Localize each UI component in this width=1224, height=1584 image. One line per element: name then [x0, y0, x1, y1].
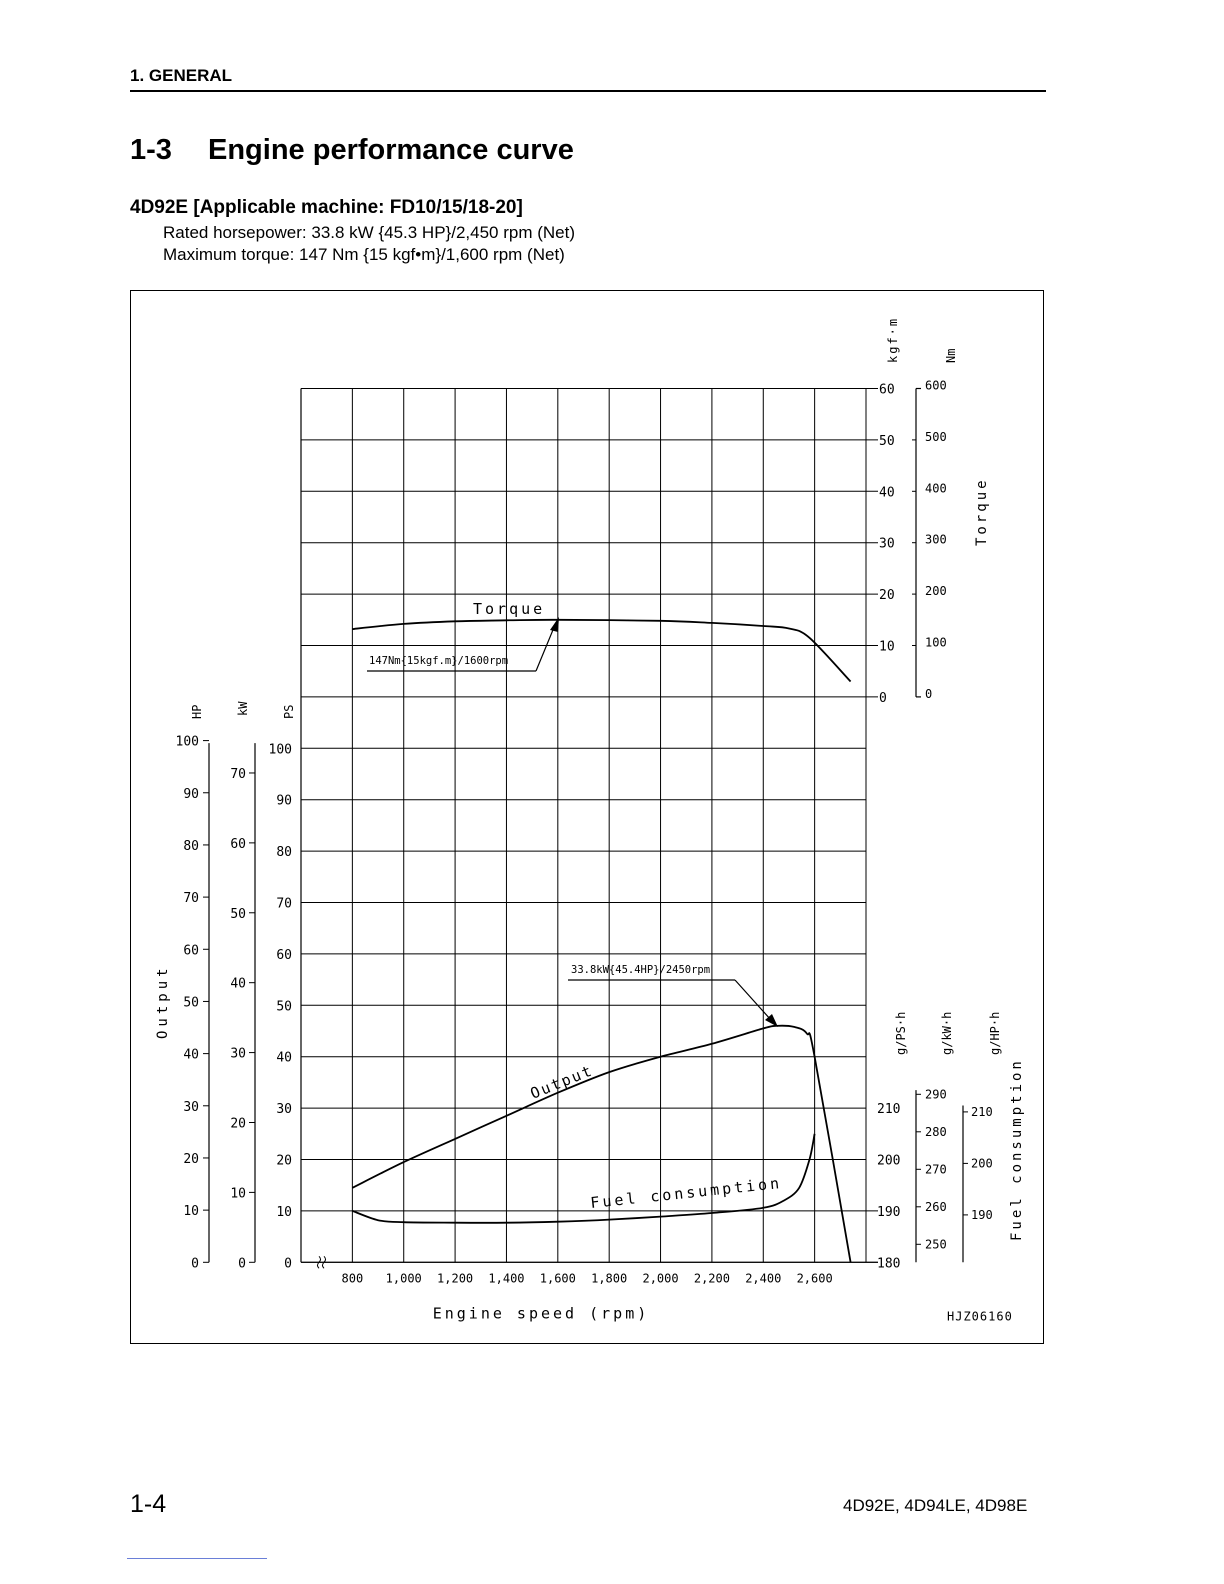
torque-axis-title: Torque: [974, 477, 990, 546]
page-title: [130, 134, 574, 167]
output-ps-tick-label: 70: [276, 896, 292, 912]
torque-nm-unit-label: Nm: [944, 348, 958, 363]
x-axis-title: Engine speed (rpm): [432, 1304, 650, 1323]
output-axis-title: Output: [155, 964, 171, 1039]
section-header: 1. GENERAL: [130, 66, 233, 85]
x-tick-label: 800: [341, 1271, 364, 1286]
chart-series: [352, 617, 850, 1262]
title-text: Engine performance curve: [208, 134, 574, 166]
fuel-gkwh-tick-label: 280: [925, 1124, 947, 1139]
output-ps-unit-label: PS: [282, 704, 296, 719]
torque-kgfm-tick-label: 20: [879, 588, 895, 604]
torque-kgfm-tick-label: 40: [879, 485, 895, 501]
x-tick-label: 1,600: [539, 1271, 576, 1286]
x-tick-label: 2,600: [796, 1271, 833, 1286]
rated-output-annotation: 33.8kW{45.4HP}/2450rpm: [571, 964, 711, 976]
output-hp-tick-label: 100: [175, 734, 199, 750]
fuel-gkwh-tick-label: 270: [925, 1162, 947, 1177]
title-number: 1-3: [130, 134, 172, 166]
torque-kgfm-tick-label: 0: [879, 690, 887, 706]
page-number: 1-4: [130, 1490, 167, 1518]
output-kw-tick-label: 30: [230, 1046, 246, 1062]
output-hp-tick-label: 10: [183, 1204, 199, 1220]
torque-kgfm-tick-label: 30: [879, 536, 895, 552]
output-hp-tick-label: 0: [191, 1256, 199, 1272]
output-kw-tick-label: 50: [230, 906, 246, 922]
output-kw-tick-label: 10: [230, 1186, 246, 1202]
torque-nm-tick-label: 0: [925, 686, 933, 701]
performance-chart: [131, 291, 1045, 1345]
fuel-gkwh-tick-label: 290: [925, 1087, 947, 1102]
torque-kgfm-tick-label: 50: [879, 433, 895, 449]
x-tick-label: 1,400: [488, 1271, 525, 1286]
output-ps-tick-label: 0: [284, 1256, 292, 1272]
output-kw-unit-label: kW: [236, 701, 250, 716]
chart-axes: [203, 389, 968, 1272]
output-kw-tick-label: 70: [230, 766, 246, 782]
fuel-ghph-tick-label: 200: [971, 1156, 993, 1171]
output-ps-tick-label: 80: [276, 845, 292, 861]
torque-kgfm-tick-label: 10: [879, 639, 895, 655]
output-curve-label: Output: [527, 1061, 596, 1103]
x-tick-label: 2,000: [642, 1271, 679, 1286]
output-ps-tick-label: 100: [268, 742, 292, 758]
output-hp-tick-label: 90: [183, 786, 199, 802]
fuel-gpsh-tick-label: 210: [877, 1102, 901, 1118]
output-hp-tick-label: 80: [183, 838, 199, 854]
chart-labels: [155, 317, 1025, 1323]
output-ps-tick-label: 50: [276, 999, 292, 1015]
fuel-ghph-unit-label: g/HP·h: [988, 1011, 1002, 1055]
torque-nm-tick-label: 300: [925, 532, 947, 547]
torque-kgfm-unit-label: kgf·m: [886, 316, 900, 363]
fuel-gpsh-tick-label: 200: [877, 1153, 901, 1169]
chart-grid: [301, 389, 878, 1263]
fuel-ghph-tick-label: 190: [971, 1207, 993, 1222]
fuel-gkwh-tick-label: 260: [925, 1199, 947, 1214]
torque-annotation-arrow-line: [536, 625, 555, 671]
fuel-gkwh-unit-label: g/kW·h: [940, 1011, 954, 1055]
output-hp-tick-label: 40: [183, 1047, 199, 1063]
x-tick-label: 2,200: [693, 1271, 730, 1286]
x-tick-label: 1,200: [437, 1271, 474, 1286]
output-kw-tick-label: 0: [238, 1256, 246, 1272]
torque-nm-tick-label: 400: [925, 481, 947, 496]
subtitle: 4D92E [Applicable machine: FD10/15/18-20]: [130, 197, 523, 218]
torque-nm-tick-label: 200: [925, 584, 947, 599]
output-annotation-arrow-line: [735, 980, 771, 1020]
output-hp-unit-label: HP: [190, 704, 204, 719]
torque-curve: [352, 620, 850, 682]
fuel-gpsh-tick-label: 190: [877, 1204, 901, 1220]
max-torque-spec: Maximum torque: 147 Nm {15 kgf•m}/1,600 rpm (Net): [163, 245, 565, 264]
torque-curve-label: Torque: [473, 600, 546, 618]
output-ps-tick-label: 40: [276, 1050, 292, 1066]
torque-kgfm-tick-label: 60: [879, 382, 895, 398]
fuel-gpsh-tick-label: 180: [877, 1256, 901, 1272]
output-ps-tick-label: 30: [276, 1102, 292, 1118]
torque-nm-tick-label: 500: [925, 429, 947, 444]
output-ps-tick-label: 20: [276, 1153, 292, 1169]
output-curve: [352, 1026, 850, 1263]
output-ps-tick-label: 10: [276, 1204, 292, 1220]
output-hp-tick-label: 70: [183, 891, 199, 907]
footer-link-underline: [127, 1558, 267, 1559]
fuel-axis-title: Fuel consumption: [1009, 1058, 1025, 1241]
torque-nm-tick-label: 600: [925, 378, 947, 393]
performance-chart-frame: [130, 290, 1044, 1344]
fuel-gkwh-tick-label: 250: [925, 1237, 947, 1252]
output-ps-tick-label: 90: [276, 793, 292, 809]
x-tick-label: 1,000: [385, 1271, 422, 1286]
fuel-consumption-curve-label: Fuel consumption: [589, 1173, 783, 1212]
footer-models: 4D92E, 4D94LE, 4D98E: [843, 1496, 1028, 1515]
output-hp-tick-label: 30: [183, 1099, 199, 1115]
output-hp-tick-label: 60: [183, 943, 199, 959]
fuel-ghph-tick-label: 210: [971, 1104, 993, 1119]
figure-code: HJZ06160: [947, 1309, 1013, 1324]
output-hp-tick-label: 50: [183, 995, 199, 1011]
torque-peak-annotation: 147Nm{15kgf.m}/1600rpm: [369, 655, 509, 667]
x-tick-label: 1,800: [591, 1271, 628, 1286]
header-rule: [130, 90, 1046, 92]
x-tick-label: 2,400: [745, 1271, 782, 1286]
rated-horsepower-spec: Rated horsepower: 33.8 kW {45.3 HP}/2,450 rpm (Net): [163, 223, 575, 242]
output-kw-tick-label: 20: [230, 1116, 246, 1132]
output-hp-tick-label: 20: [183, 1151, 199, 1167]
output-kw-tick-label: 60: [230, 836, 246, 852]
fuel-gpsh-unit-label: g/PS·h: [894, 1011, 908, 1055]
output-ps-tick-label: 60: [276, 947, 292, 963]
output-kw-tick-label: 40: [230, 976, 246, 992]
torque-nm-tick-label: 100: [925, 635, 947, 650]
